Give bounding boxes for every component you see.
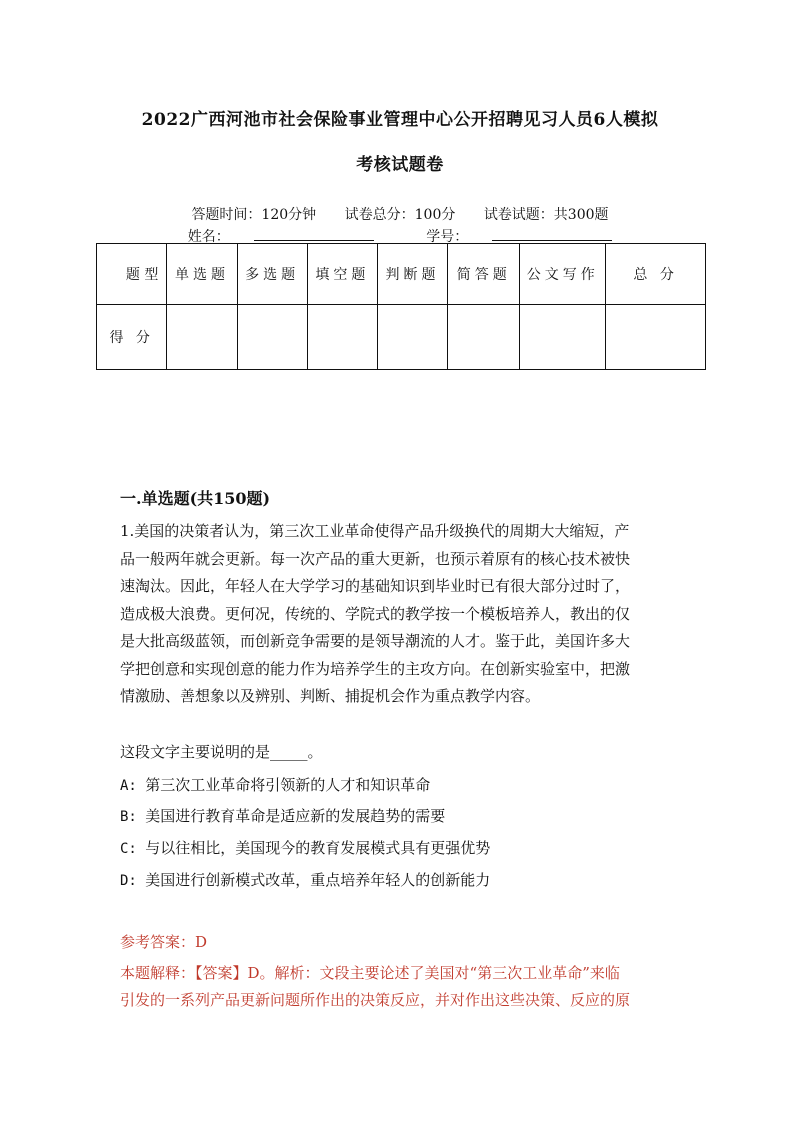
score-table-header-row — [97, 244, 706, 305]
option-text: 美国进行教育革命是适应新的发展趋势的需要 — [145, 807, 446, 825]
score-header-multi: 多选题 — [237, 244, 307, 305]
score-cell[interactable] — [307, 305, 377, 370]
score-table-score-row — [97, 305, 706, 370]
id-label: 学号： — [426, 229, 469, 245]
exam-meta — [0, 204, 800, 224]
option-a[interactable] — [120, 774, 430, 795]
option-key: C: — [120, 841, 137, 857]
score-cell[interactable] — [606, 305, 706, 370]
name-field[interactable] — [254, 228, 374, 241]
score-cell[interactable] — [448, 305, 520, 370]
question-line: 品一般两年就会更新。每一次产品的重大更新，也预示着原有的核心技术被快 — [120, 549, 631, 568]
question-text — [120, 518, 690, 711]
option-b[interactable] — [120, 805, 445, 826]
question-line: 情激励、善想象以及辨别、判断、捕捉机会作为重点教学内容。 — [120, 687, 541, 705]
score-header-single: 单选题 — [167, 244, 237, 305]
score-header-type-label: 题 型 — [125, 267, 159, 283]
question-line: 是大批高级蓝领，而创新竞争需要的是领导潮流的人才。鉴于此，美国许多大 — [120, 632, 631, 650]
option-text: 第三次工业革命将引领新的人才和知识革命 — [145, 776, 431, 794]
score-header-short: 简答题 — [448, 244, 520, 305]
explanation-line: 本题解释：【答案】D。解析：文段主要论述了美国对“第三次工业革命”来临 — [120, 964, 620, 982]
reference-answer: 参考答案：D — [120, 933, 208, 951]
option-c[interactable] — [120, 837, 490, 858]
explanation-line: 引发的一系列产品更新问题所作出的决策反应，并对作出这些决策、反应的原 — [120, 991, 631, 1009]
exam-total-score: 试卷总分：100分 — [344, 207, 456, 223]
score-table — [96, 243, 706, 370]
exam-title-line2: 考核试题卷 — [356, 155, 444, 175]
option-text: 美国进行创新模式改革，重点培养年轻人的创新能力 — [145, 871, 491, 889]
question-line: 速淘汰。因此，年轻人在大学学习的基础知识到毕业时已有很大部分过时了， — [120, 577, 631, 595]
option-d[interactable] — [120, 869, 490, 890]
score-cell[interactable] — [167, 305, 237, 370]
exam-question-count: 试卷试题：共300题 — [483, 207, 609, 223]
id-field[interactable] — [492, 228, 612, 241]
exam-title-line1: 2022广西河池市社会保险事业管理中心公开招聘见习人员6人模拟 — [141, 110, 659, 130]
score-header-total: 总 分 — [606, 244, 706, 305]
score-header-judge: 判断题 — [377, 244, 447, 305]
name-label: 姓名： — [187, 229, 230, 245]
option-key: A: — [120, 778, 137, 794]
question-line: 造成极大浪费。更何况，传统的、学院式的教学按一个模板培养人，教出的仅 — [120, 604, 631, 623]
score-header-type — [97, 244, 167, 305]
score-header-fill: 填空题 — [307, 244, 377, 305]
answer-explanation — [120, 960, 690, 1014]
question-line: 1.美国的决策者认为，第三次工业革命使得产品升级换代的周期大大缩短，产 — [120, 522, 630, 540]
score-cell[interactable] — [237, 305, 307, 370]
score-cell[interactable] — [520, 305, 606, 370]
score-row-label: 得 分 — [97, 305, 167, 370]
score-cell[interactable] — [377, 305, 447, 370]
question-stem: 这段文字主要说明的是_____。 — [120, 743, 323, 761]
section-title: 一.单选题(共150题) — [120, 489, 271, 508]
exam-time: 答题时间：120分钟 — [191, 207, 317, 223]
option-text: 与以往相比，美国现今的教育发展模式具有更强优势 — [145, 839, 491, 857]
option-key: D: — [120, 873, 137, 889]
score-header-writing: 公文写作 — [520, 244, 606, 305]
question-line: 学把创意和实现创意的能力作为培养学生的主攻方向。在创新实验室中，把激 — [120, 659, 631, 678]
option-key: B: — [120, 809, 137, 825]
